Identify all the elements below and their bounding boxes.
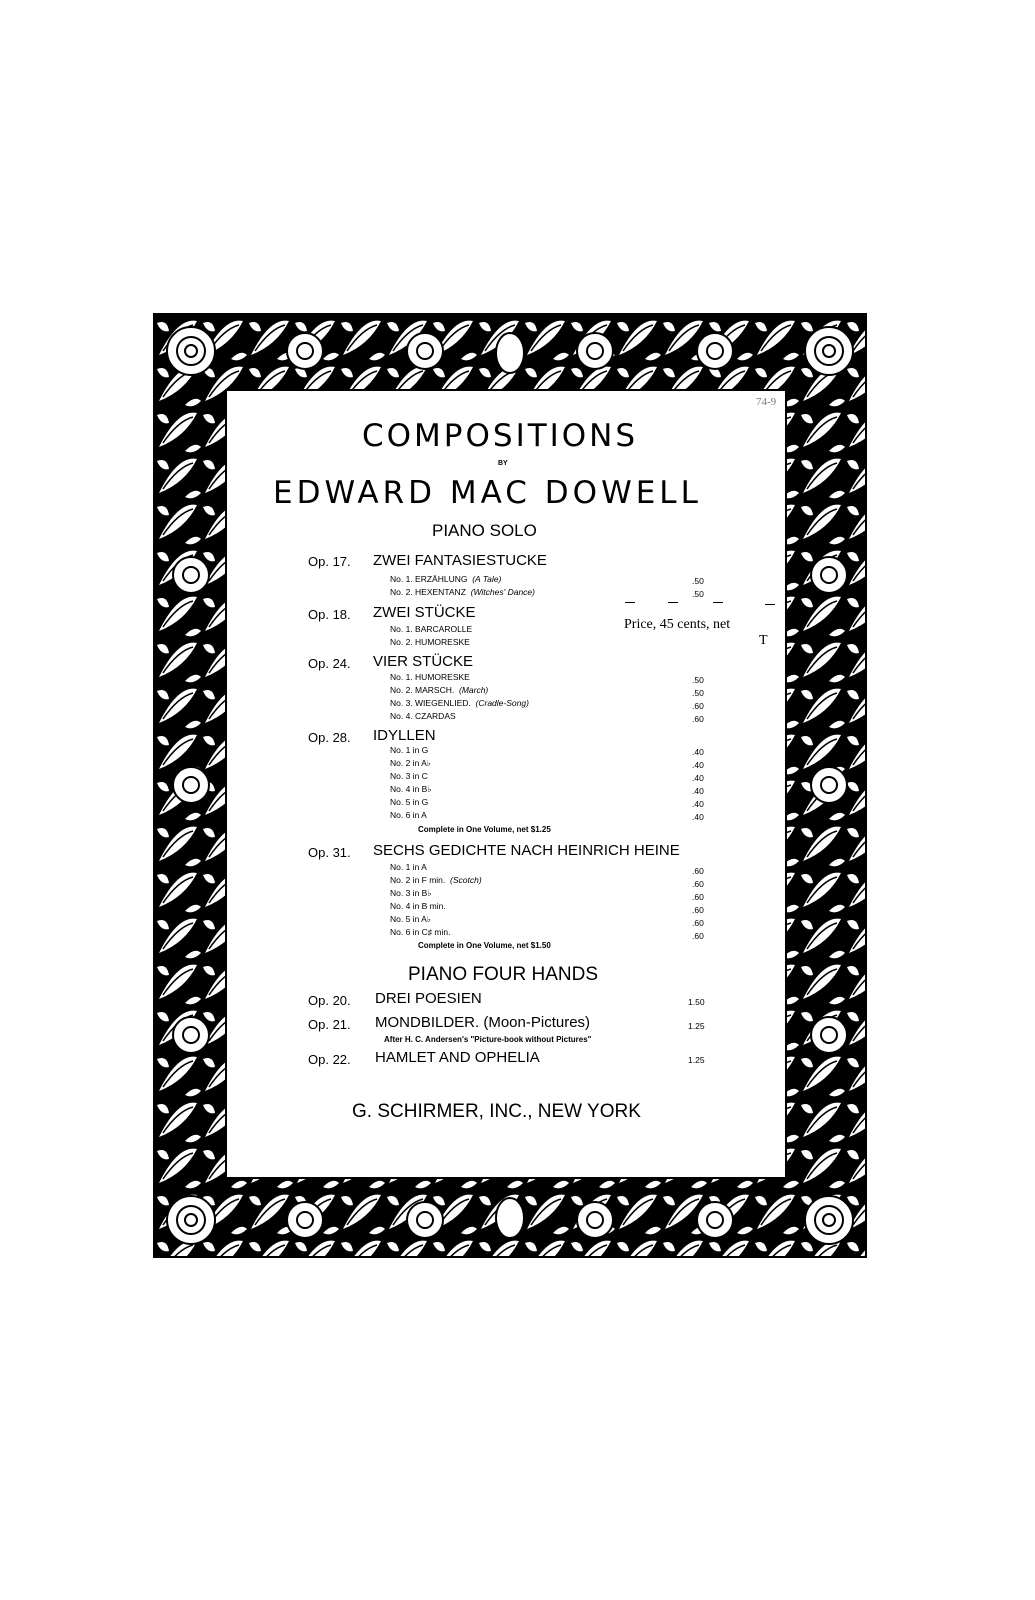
list-item: No. 4. CZARDAS [390, 711, 456, 721]
item-price: .50 [692, 576, 704, 586]
list-item: No. 4 in B min. [390, 901, 446, 911]
list-item: No. 2. HUMORESKE [390, 637, 470, 647]
price-stamp: Price, 45 cents, net [624, 617, 731, 632]
complete-volume-note: Complete in One Volume, net $1.25 [418, 825, 551, 834]
list-item: No. 2. MARSCH. (March) [390, 685, 489, 695]
opus-number: Op. 22. [308, 1052, 351, 1067]
item-price: .60 [692, 714, 704, 724]
item-price: 1.50 [688, 997, 705, 1007]
page-title: COMPOSITIONS [362, 418, 639, 454]
list-item: No. 4 in B♭ [390, 784, 432, 794]
item-price: .50 [692, 688, 704, 698]
work-title: IDYLLEN [373, 727, 436, 744]
work-title: DREI POESIEN [375, 990, 482, 1007]
work-title: SECHS GEDICHTE NACH HEINRICH HEINE [373, 842, 680, 859]
list-item: No. 5 in G [390, 797, 429, 807]
work-title: MONDBILDER. (Moon-Pictures) [375, 1014, 591, 1031]
item-price: .50 [692, 589, 704, 599]
work-title: ZWEI FANTASIESTUCKE [373, 552, 547, 569]
opus-number: Op. 21. [308, 1017, 351, 1032]
list-item: No. 1. BARCAROLLE [390, 624, 473, 634]
list-item: No. 2. HEXENTANZ (Witches' Dance) [390, 587, 535, 597]
complete-volume-note: Complete in One Volume, net $1.50 [418, 941, 551, 950]
item-price: .60 [692, 879, 704, 889]
publisher-name: G. SCHIRMER, INC., NEW YORK [352, 1101, 641, 1122]
item-price: .40 [692, 773, 704, 783]
item-price: .60 [692, 866, 704, 876]
stamp-dash [668, 602, 678, 603]
work-title: ZWEI STÜCKE [373, 604, 476, 621]
item-price: .40 [692, 760, 704, 770]
item-price: .60 [692, 892, 704, 902]
item-price: .60 [692, 918, 704, 928]
item-price: .60 [692, 905, 704, 915]
work-title: VIER STÜCKE [373, 653, 474, 670]
opus-number: Op. 31. [308, 845, 351, 860]
opus-number: Op. 17. [308, 554, 351, 569]
composer-name: EDWARD MAC DOWELL [273, 475, 702, 511]
stamp-letter: T [759, 633, 768, 648]
item-price: .50 [692, 675, 704, 685]
list-item: No. 1 in G [390, 745, 429, 755]
section-heading-four-hands: PIANO FOUR HANDS [408, 964, 599, 985]
list-item: No. 1. ERZÄHLUNG (A Tale) [390, 574, 502, 584]
opus-number: Op. 24. [308, 656, 351, 671]
opus-number: Op. 28. [308, 730, 351, 745]
list-item: No. 2 in A♭ [390, 758, 431, 768]
list-item: No. 2 in F min. (Scotch) [390, 875, 482, 885]
stamp-dash [713, 602, 723, 603]
list-item: No. 3 in C [390, 771, 428, 781]
opus-number: Op. 20. [308, 993, 351, 1008]
item-price: .40 [692, 786, 704, 796]
list-item: No. 5 in A♭ [390, 914, 431, 924]
list-item: No. 1. HUMORESKE [390, 672, 470, 682]
list-item: No. 1 in A [390, 862, 427, 872]
mondbilder-note: After H. C. Andersen's "Picture-book without Pictures" [384, 1035, 592, 1044]
item-price: .40 [692, 812, 704, 822]
list-item: No. 6 in C♯ min. [390, 927, 451, 937]
list-item: No. 6 in A [390, 810, 427, 820]
item-price: .60 [692, 701, 704, 711]
stamp-dash [765, 604, 775, 605]
item-price: 1.25 [688, 1055, 705, 1065]
item-price: .40 [692, 747, 704, 757]
section-heading-piano-solo: PIANO SOLO [432, 521, 537, 540]
list-item: No. 3. WIEGENLIED. (Cradle-Song) [390, 698, 529, 708]
item-price: 1.25 [688, 1021, 705, 1031]
opus-number: Op. 18. [308, 607, 351, 622]
list-item: No. 3 in B♭ [390, 888, 432, 898]
by-label: BY [498, 460, 508, 467]
stamp-dash [625, 602, 635, 603]
item-price: .40 [692, 799, 704, 809]
corner-mark: 74-9 [756, 396, 777, 408]
work-title: HAMLET AND OPHELIA [375, 1049, 540, 1066]
item-price: .60 [692, 931, 704, 941]
